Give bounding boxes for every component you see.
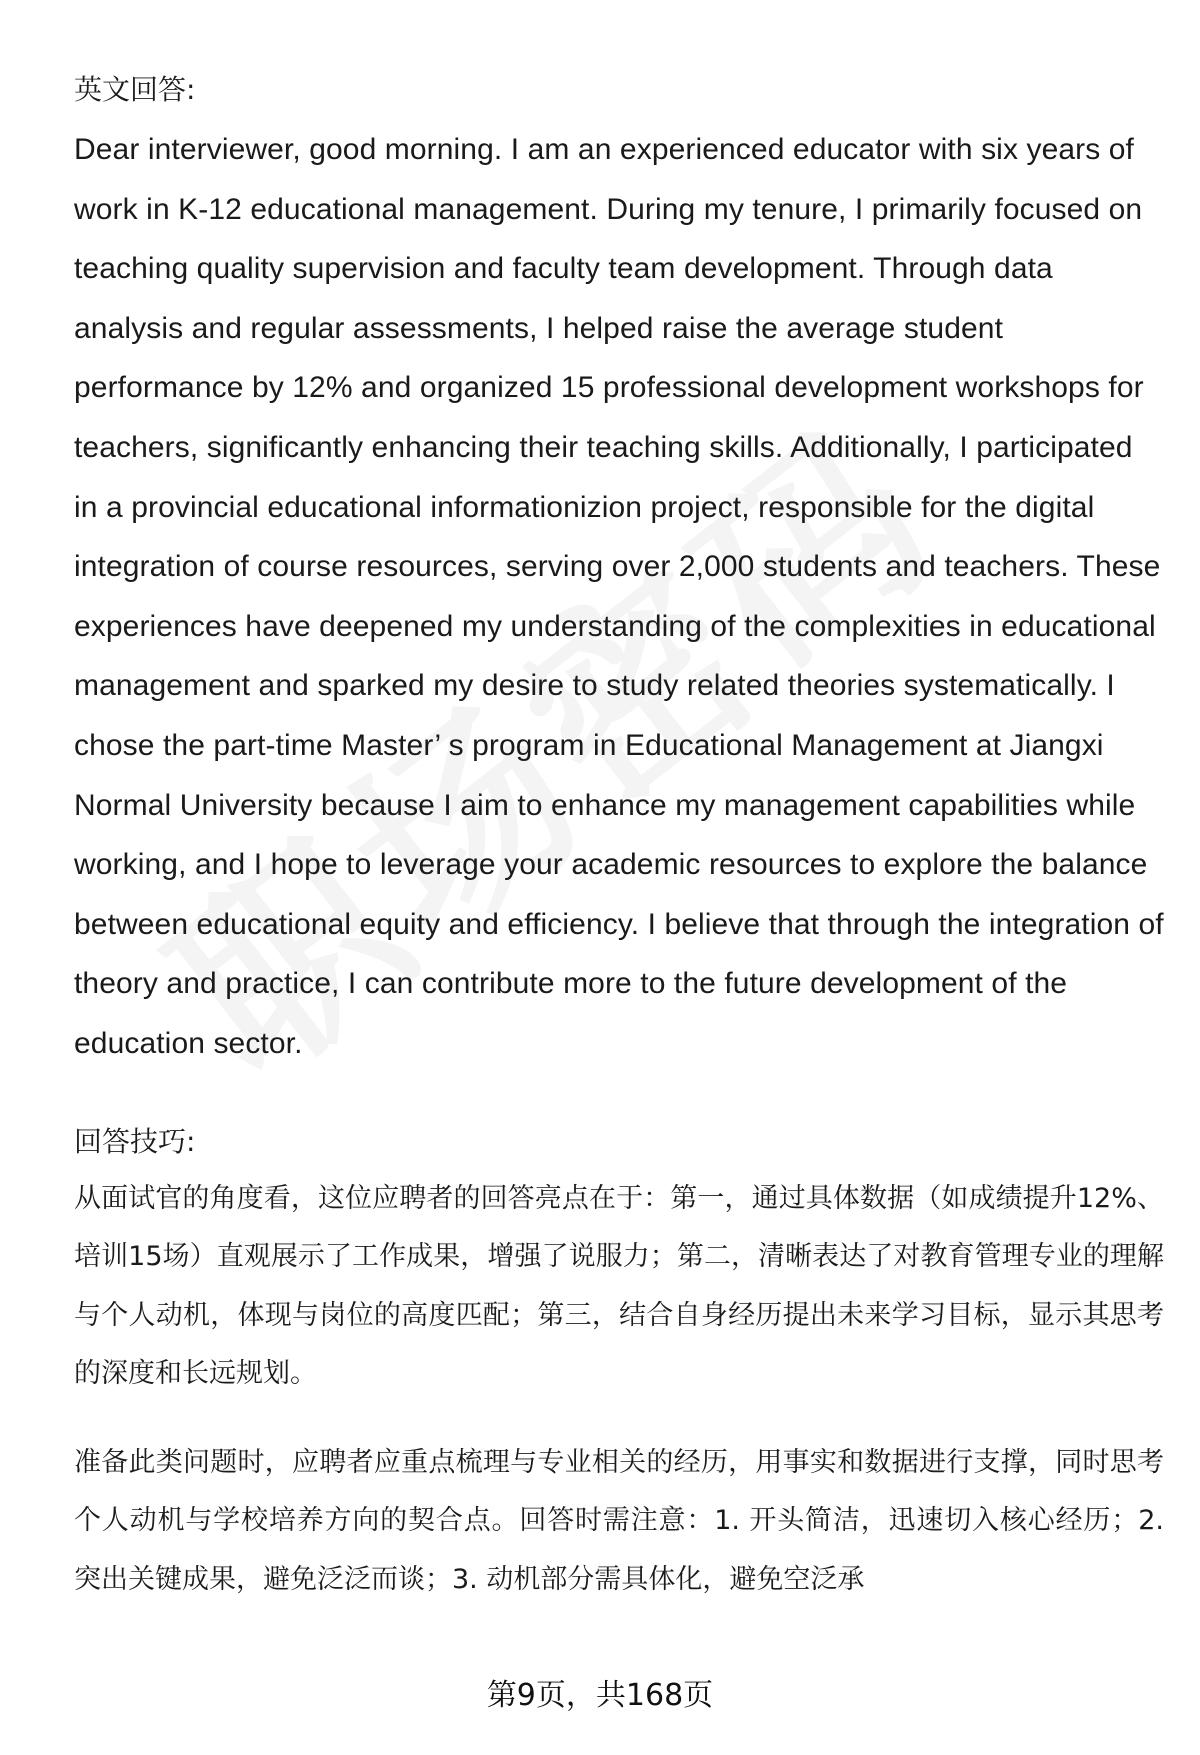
document-page: [74, 66, 1164, 1609]
tips-text: 从面试官的角度看，这位应聘者的回答亮点在于：第一，通过具体数据（如成绩提升12%、培训15场）直观展示了工作成果，增强了说服力；第二，清晰表达了对教育管理专业的理解与个人动机，体现与岗位的高度匹配；第三，结合自身经历提出未来学习目标，显示其思考的深度和长远规划。: [74, 1182, 1164, 1389]
prep-text: 准备此类问题时，应聘者应重点梳理与专业相关的经历，用事实和数据进行支撑，同时思考个人动机与学校培养方向的契合点。回答时需注意：1. 开头简洁，迅速切入核心经历；2. 突出关键成果，避免泛泛而谈；3. 动机部分需具体化，避免空泛承: [74, 1446, 1164, 1595]
tips-heading: 回答技巧:: [74, 1124, 196, 1158]
answer-heading: 英文回答:: [74, 73, 196, 106]
page-number: 第9页，共168页: [486, 1678, 714, 1713]
answer-text: Dear interviewer, good morning. I am an experienced educator with six years of work in K-12 educational management. During my tenure, I primarily focused on teaching quality supervision and faculty team development. Through data analysis and regular assessments, I helped raise the average student performance by 12% and organized 15 professional development workshops for teachers, significantly enhancing their teaching skills. Additionally, I participated in a provincial educational informationizion project, responsible for the digital integration of course resources, serving over 2,000 students and teachers. These experiences have deepened my understanding of the complexities in educational management and sparked my desire to study related theories systematically. I chose the part-time Master’ s program in Educational Management at Jiangxi Normal University because I aim to enhance my management capabilities while working, and I hope to leverage your academic resources to explore the balance between educational equity and efficiency. I believe that through the integration of theory and practice, I can contribute more to the future development of the education sector.: [74, 133, 1164, 1060]
